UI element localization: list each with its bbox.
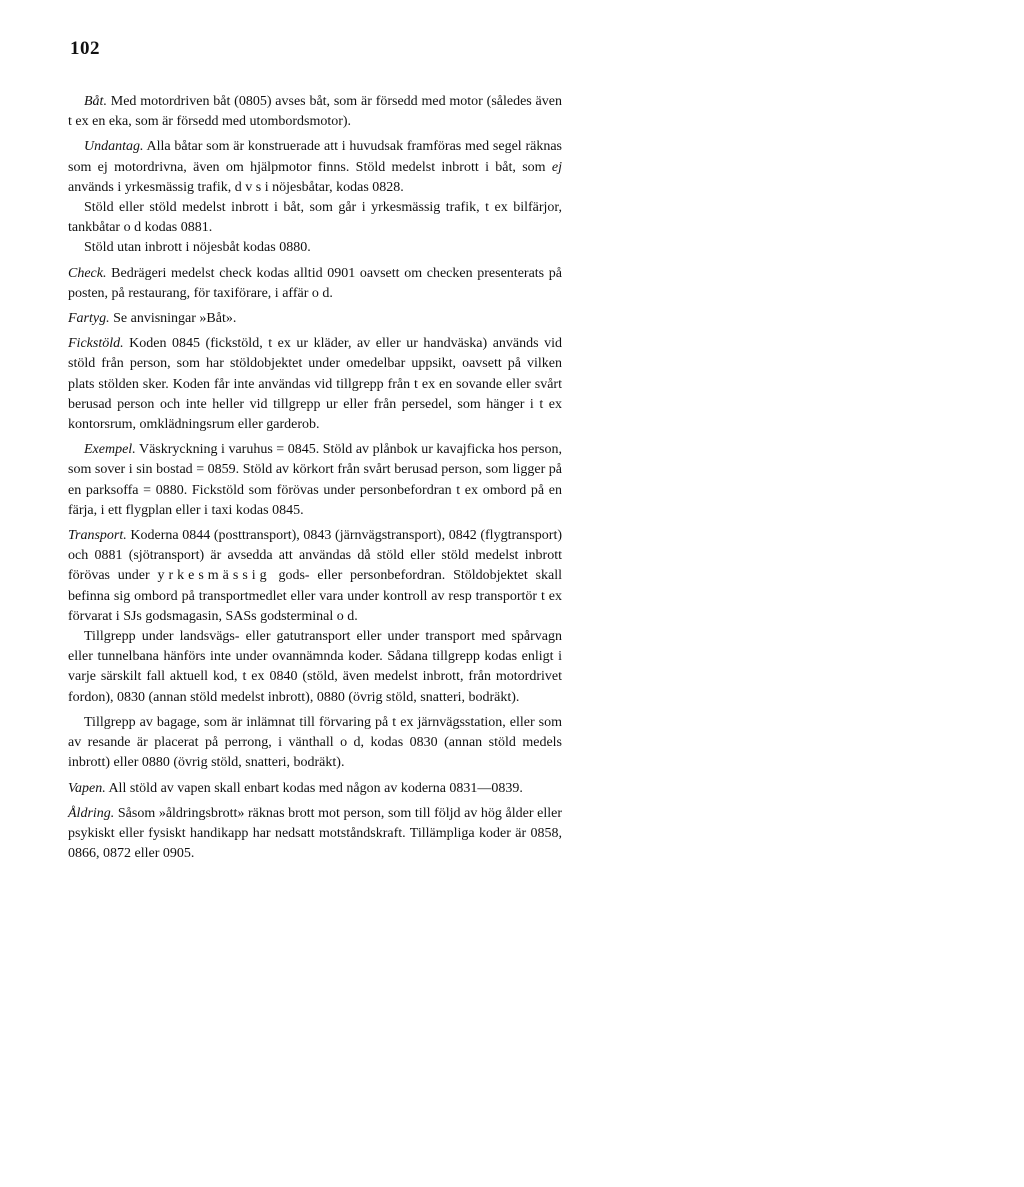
text-undantag-a: Alla båtar som är konstruerade att i huvudsak framföras med segel räknas som ej motordrivna, även om hjälpmotor finns. Stöld medelst inbrott i båt, som <box>68 139 562 175</box>
paragraph-fartyg <box>68 309 562 329</box>
text-fartyg: Se anvisningar »Båt». <box>109 311 237 327</box>
term-vapen: Vapen. <box>68 780 106 796</box>
text-exempel: Väskryckning i varuhus = 0845. Stöld av plånbok ur kavajficka hos person, som sover i sin bostad = 0859. Stöld av körkort från svårt berusad person, som ligger på en parksoffa = 0880. Fickstöld som förövas under personbefordran t ex ombord på en färja, i ett flygplan eller i taxi kodas 0845. <box>68 442 562 518</box>
text-check: Bedrägeri medelst check kodas alltid 0901 oavsett om checken presenterats på posten, på restaurang, för taxiförare, i affär o d. <box>68 265 562 301</box>
text-fickstold: Koden 0845 (fickstöld, t ex ur kläder, av eller ur handväska) används vid stöld från person, som har stöldobjektet under omedelbar uppsikt, oavsett på vilken plats stölden sker. Koden får inte användas vid tillgrepp från t ex en sovande eller svårt berusad person och inte heller vid tillgrepp ur eller från persedel, som hänger i t ex kontorsrum, omklädningsrum eller garderob. <box>68 336 562 433</box>
text-transport-b: gods- eller personbefordran. Stöldobjektet skall befinna sig ombord på transportmedlet eller vara under kontroll av resp transportör t ex förvarat i SJs godsmagasin, SASs godsterminal o d. <box>68 568 562 624</box>
term-check: Check. <box>68 265 107 281</box>
page-number: 102 <box>70 38 100 59</box>
term-bat: Båt. <box>84 94 107 109</box>
page-body <box>68 92 562 864</box>
paragraph-transport <box>68 526 562 627</box>
paragraph-undantag-2: Stöld eller stöld medelst inbrott i båt, som går i yrkesmässig trafik, t ex bilfärjor, tankbåtar o d kodas 0881. <box>68 200 562 236</box>
paragraph-check <box>68 264 562 304</box>
text-aldring: Såsom »åldringsbrott» räknas brott mot person, som till följd av hög ålder eller psykiskt eller fysiskt handikapp har nedsatt motståndskraft. Tillämpliga koder är 0858, 0866, 0872 eller 0905. <box>68 805 562 862</box>
paragraph-bat <box>68 92 562 132</box>
text-undantag-b: används i yrkesmässig trafik, d v s i nöjesbåtar, kodas 0828. <box>68 179 404 195</box>
paragraph-fickstold <box>68 334 562 435</box>
paragraph-undantag <box>68 137 562 198</box>
paragraph-aldring <box>68 804 562 865</box>
term-transport: Transport. <box>68 528 127 544</box>
text-transport-a: Koderna 0844 (posttransport), 0843 (järnvägstransport), 0842 (flygtransport) och 0881 (sjötransport) är avsedda att användas då stöld eller stöld medelst inbrott förövas under <box>68 528 562 584</box>
paragraph-transport-2: Tillgrepp under landsvägs- eller gatutransport eller under transport med spårvagn eller tunnelbana hänförs inte under ovannämnda koder. Sådana tillgrepp kodas enligt i varje särskilt fall aktuell kod, t ex 0840 (stöld, även medelst inbrott, från motordrivet fordon), 0830 (annan stöld medelst inbrott), 0880 (övrig stöld, snatteri, bodräkt). <box>68 629 562 705</box>
paragraph-vapen <box>68 779 562 799</box>
paragraph-exempel <box>68 440 562 521</box>
paragraph-transport-3: Tillgrepp av bagage, som är inlämnat till förvaring på t ex järnvägsstation, eller som av resande är placerat på perrong, i vänthall o d, kodas 0830 (annan stöld medels inbrott) eller 0880 (övrig stöld, snatteri, bodräkt). <box>68 714 562 771</box>
text-bat: Med motordriven båt (0805) avses båt, som är försedd med motor (således även t ex en eka, som är försedd med utombordsmotor). <box>68 94 562 130</box>
paragraph-undantag-3: Stöld utan inbrott i nöjesbåt kodas 0880. <box>84 240 311 256</box>
text-vapen: All stöld av vapen skall enbart kodas med någon av koderna 0831—0839. <box>105 780 523 796</box>
term-aldring: Åldring. <box>68 805 115 821</box>
spaced-yrkesmassig: yrkesmässig <box>157 568 271 584</box>
emph-ej: ej <box>551 159 562 175</box>
term-fartyg: Fartyg. <box>68 311 110 327</box>
term-undantag: Undantag. <box>84 139 144 155</box>
term-fickstold: Fickstöld. <box>68 336 124 352</box>
term-exempel: Exempel. <box>84 442 136 458</box>
